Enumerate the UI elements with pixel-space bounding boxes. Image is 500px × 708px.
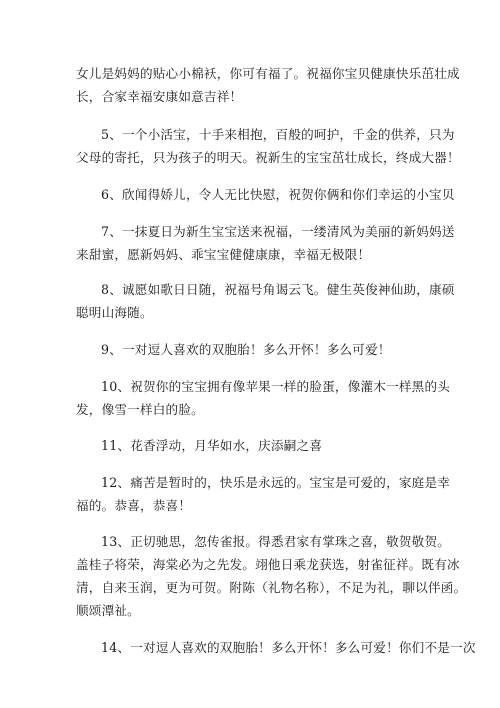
text-line: 5、一个小活宝，十手来相抱，百般的呵护，千金的供养，只为 — [101, 127, 455, 142]
text-line: 长，合家幸福安康如意吉祥！ — [76, 89, 243, 104]
text-line: 女儿是妈妈的贴心小棉袄，你可有福了。祝福你宝贝健康快乐茁壮成 — [76, 66, 460, 81]
text-line: 12、痛苦是暂时的，快乐是永远的。宝宝是可爱的，家庭是幸 — [101, 475, 451, 490]
paragraph-8 — [76, 278, 455, 324]
text-line: 福的。恭喜，恭喜！ — [76, 498, 192, 513]
paragraph-7 — [76, 220, 455, 266]
text-line: 盖桂子将荣，海棠必为之先发。翊他日乘龙获选，射雀征祥。既有冰 — [76, 557, 460, 572]
paragraph-10 — [76, 375, 451, 421]
paragraph-13 — [76, 530, 467, 622]
text-line: 11、花香浮动，月华如水，庆添嗣之喜 — [101, 438, 323, 453]
text-line: 6、欣闻得娇儿，令人无比快慰，祝贺你俩和你们幸运的小宝贝 — [101, 187, 455, 202]
text-line: 发，像雪一样白的脸。 — [76, 402, 204, 417]
text-line: 9、一对逗人喜欢的双胞胎！多么开怀！多么可爱！ — [101, 342, 391, 357]
text-line: 8、诚愿如歌日日随，祝福号角谒云飞。健生英俊神仙助，康硕 — [101, 282, 455, 297]
text-line: 13、正切驰思，忽传雀报。得悉君家有掌珠之喜，敬贺敬贺。 — [101, 534, 451, 549]
text-line: 父母的寄托，只为孩子的明天。祝新生的宝宝茁壮成长，终成大器！ — [76, 150, 460, 165]
paragraph-continuation — [76, 62, 460, 108]
text-line: 顺颂潭祉。 — [76, 603, 140, 618]
text-line: 聪明山海随。 — [76, 305, 153, 320]
text-line: 来甜蜜，愿新妈妈、乖宝宝健健康康，幸福无极限！ — [76, 247, 371, 262]
paragraph-14 — [76, 636, 476, 659]
paragraph-12 — [76, 471, 451, 517]
text-line: 14、一对逗人喜欢的双胞胎！多么开怀！多么可爱！你们不是一次 — [101, 640, 476, 655]
paragraph-11 — [76, 434, 428, 457]
text-line: 7、一抹夏日为新生宝宝送来祝福，一缕清风为美丽的新妈妈送 — [101, 224, 455, 239]
text-line: 清，自来玉润，更为可贺。附陈（礼物名称），不足为礼，聊以伴函。 — [76, 580, 467, 595]
text-line: 10、祝贺你的宝宝拥有像苹果一样的脸蛋，像灌木一样黑的头 — [101, 379, 451, 394]
paragraph-6 — [76, 183, 455, 206]
paragraph-5 — [76, 123, 460, 169]
paragraph-9 — [76, 338, 428, 361]
